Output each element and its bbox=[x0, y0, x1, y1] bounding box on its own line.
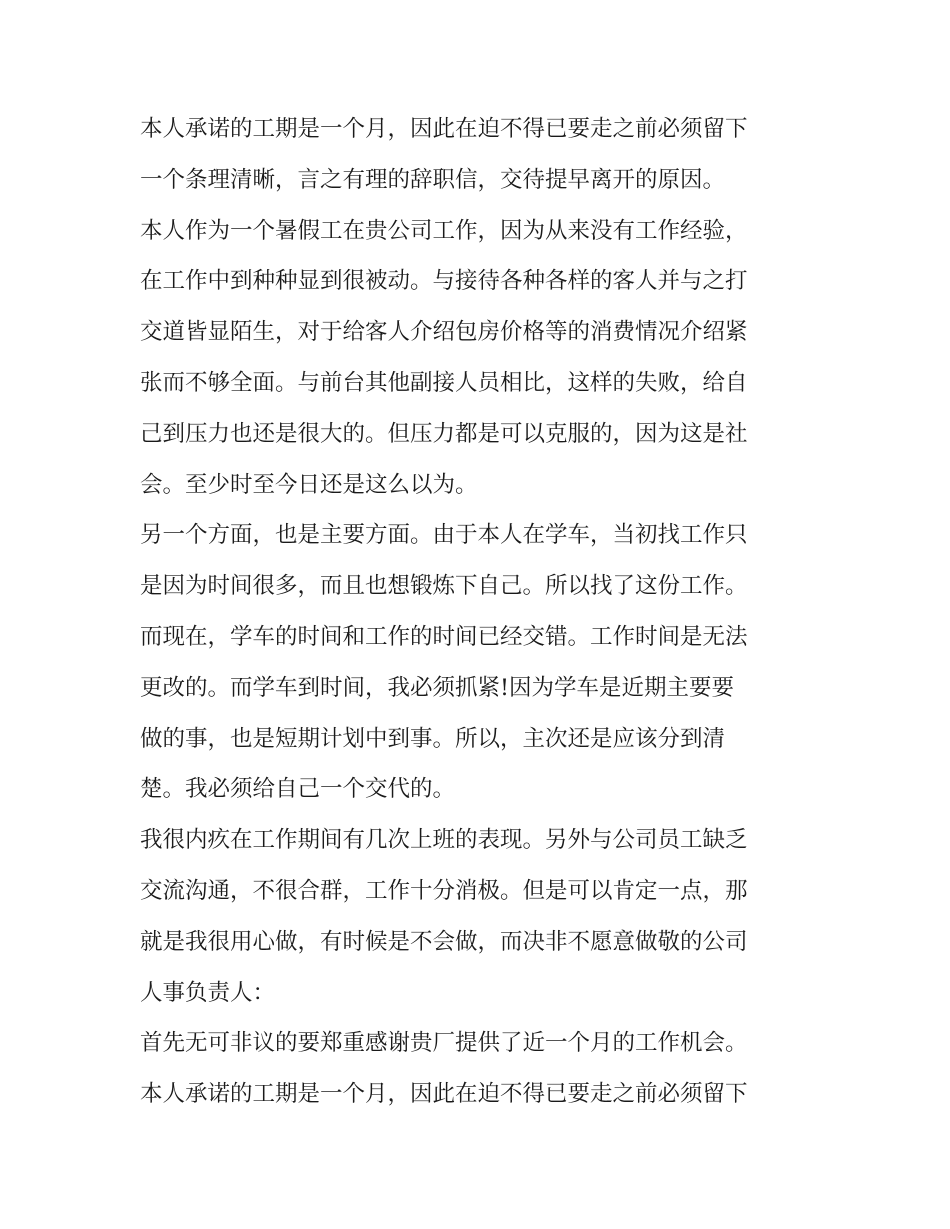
text-line: 人事负责人： bbox=[140, 979, 276, 1006]
text-line: 会。至少时至今日还是这么以为。 bbox=[140, 471, 478, 498]
text-line: 己到压力也还是很大的。但压力都是可以克服的，因为这是社 bbox=[140, 420, 748, 447]
text-line: 首先无可非议的要郑重感谢贵厂提供了近一个月的工作机会。 bbox=[140, 1030, 748, 1057]
body-text bbox=[140, 104, 820, 1120]
text-line: 交道皆显陌生，对于给客人介绍包房价格等的消费情况介绍紧 bbox=[140, 319, 748, 346]
text-line: 是因为时间很多，而且也想锻炼下自己。所以找了这份工作。 bbox=[140, 573, 748, 600]
text-line: 在工作中到种种显到很被动。与接待各种各样的客人并与之打 bbox=[140, 268, 748, 295]
text-line: 本人承诺的工期是一个月，因此在迫不得已要走之前必须留下 bbox=[140, 1081, 748, 1108]
text-line: 楚。我必须给自己一个交代的。 bbox=[140, 776, 456, 803]
text-line: 本人承诺的工期是一个月，因此在迫不得已要走之前必须留下 bbox=[140, 116, 748, 142]
text-line: 更改的。而学车到时间，我必须抓紧!因为学车是近期主要要 bbox=[140, 674, 735, 701]
text-line: 做的事，也是短期计划中到事。所以，主次还是应该分到清 bbox=[140, 725, 726, 752]
text-line: 本人作为一个暑假工在贵公司工作，因为从来没有工作经验， bbox=[140, 217, 748, 244]
text-line: 另一个方面，也是主要方面。由于本人在学车，当初找工作只 bbox=[140, 522, 748, 549]
text-line: 而现在，学车的时间和工作的时间已经交错。工作时间是无法 bbox=[140, 623, 748, 650]
text-line: 我很内疚在工作期间有几次上班的表现。另外与公司员工缺乏 bbox=[140, 827, 748, 854]
text-line: 一个条理清晰，言之有理的辞职信，交待提早离开的原因。 bbox=[140, 166, 726, 193]
text-line: 就是我很用心做，有时候是不会做，而决非不愿意做敬的公司 bbox=[140, 928, 748, 955]
text-line: 张而不够全面。与前台其他副接人员相比，这样的失败，给自 bbox=[140, 369, 748, 396]
text-line: 交流沟通，不很合群，工作十分消极。但是可以肯定一点，那 bbox=[140, 877, 748, 904]
